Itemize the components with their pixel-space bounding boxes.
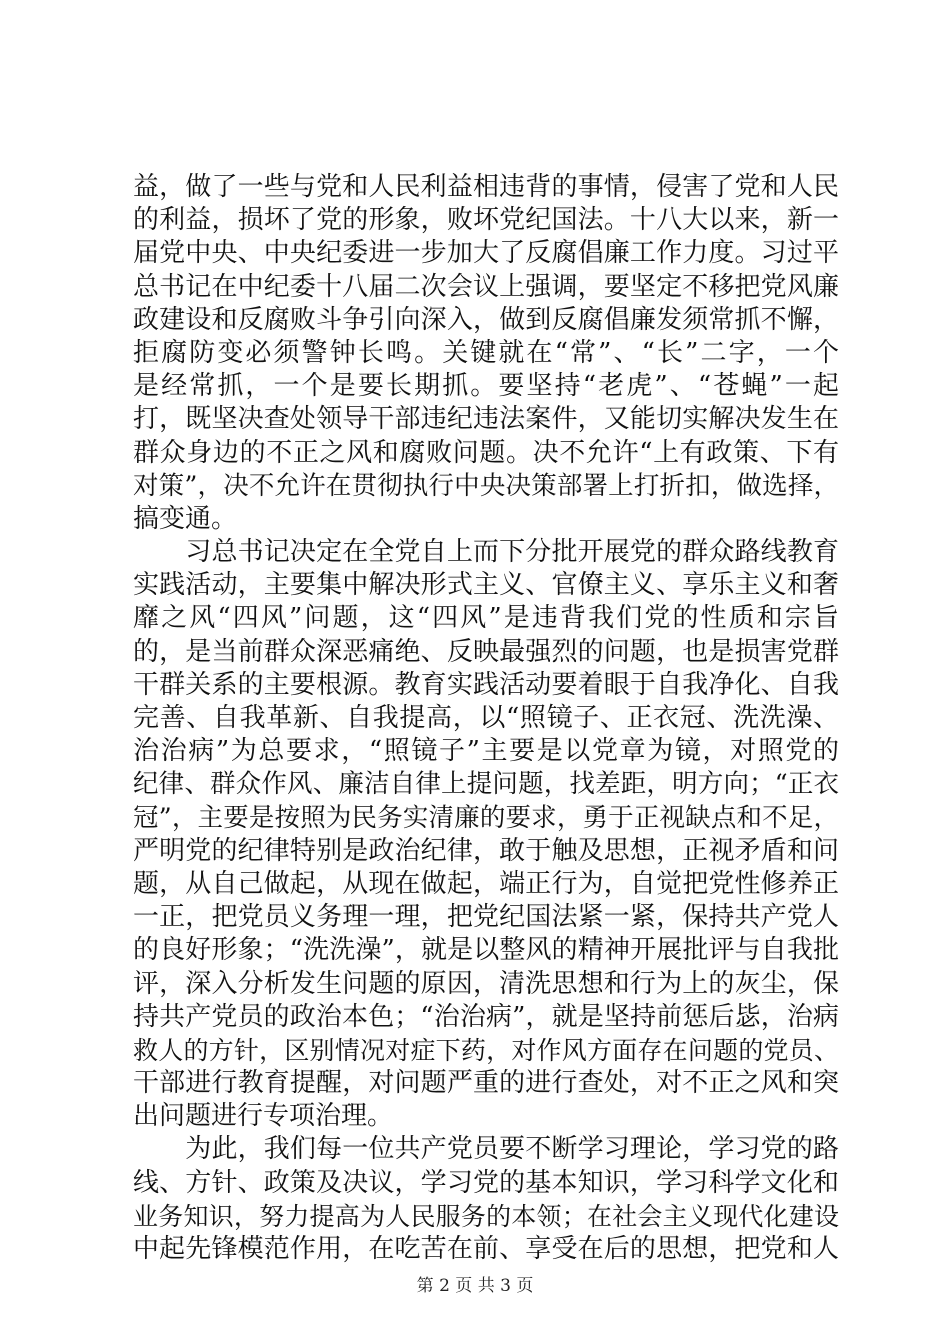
- text-line: 救人的方针，区别情况对症下药，对作风方面存在问题的党员、: [133, 1035, 839, 1065]
- text-line: 群众身边的不正之风和腐败问题。决不允许“上有政策、下有: [133, 437, 839, 468]
- text-line: 纪律、群众作风、廉洁自律上提问题，找差距，明方向；“正衣: [133, 769, 839, 800]
- text-line: 出问题进行专项治理。: [133, 1101, 394, 1132]
- text-line: 持共产党员的政治本色；“治治病”，就是坚持前惩后毖，治病: [133, 1001, 839, 1032]
- text-line: 习总书记决定在全党自上而下分批开展党的群众路线教育: [133, 537, 839, 568]
- text-line: 干群关系的主要根源。教育实践活动要着眼于自我净化、自我: [133, 669, 839, 700]
- text-line: 对策”，决不允许在贯彻执行中央决策部署上打折扣，做选择，: [133, 470, 839, 501]
- text-line: 靡之风“四风”问题，这“四风”是违背我们党的性质和宗旨: [133, 603, 839, 634]
- text-line: 是经常抓，一个是要长期抓。要坚持“老虎”、“苍蝇”一起: [133, 371, 839, 402]
- text-line: 一正，把党员义务理一理，把党纪国法紧一紧，保持共产党人: [133, 902, 839, 933]
- document-body: [133, 171, 839, 1266]
- text-line: 业务知识，努力提高为人民服务的本领；在社会主义现代化建设: [133, 1201, 839, 1231]
- text-line: 届党中央、中央纪委进一步加大了反腐倡廉工作力度。习过平: [133, 238, 839, 269]
- text-line: 的良好形象；“洗洗澡”，就是以整风的精神开展批评与自我批: [133, 935, 839, 966]
- text-line: 实践活动，主要集中解决形式主义、官僚主义、享乐主义和奢: [133, 570, 839, 601]
- page-footer: 第 2 页 共 3 页: [416, 1276, 534, 1296]
- text-line: 评，深入分析发生问题的原因，清洗思想和行为上的灰尘，保: [133, 968, 839, 999]
- text-line: 益，做了一些与党和人民利益相违背的事情，侵害了党和人民: [133, 172, 839, 202]
- text-line: 题，从自己做起，从现在做起，端正行为，自觉把党性修养正: [133, 868, 839, 899]
- text-line: 中起先锋模范作用，在吃苦在前、享受在后的思想，把党和人: [133, 1234, 839, 1264]
- text-line: 政建设和反腐败斗争引向深入，做到反腐倡廉发须常抓不懈，: [133, 304, 839, 335]
- text-line: 的，是当前群众深恶痛绝、反映最强烈的问题，也是损害党群: [133, 636, 839, 667]
- text-line: 治治病”为总要求，“照镜子”主要是以党章为镜，对照党的: [133, 736, 839, 767]
- text-line: 干部进行教育提醒，对问题严重的进行查处，对不正之风和突: [133, 1068, 839, 1099]
- text-line: 线、方针、政策及决议，学习党的基本知识，学习科学文化和: [133, 1167, 839, 1198]
- text-line: 总书记在中纪委十八届二次会议上强调，要坚定不移把党风廉: [133, 271, 839, 302]
- text-line: 为此，我们每一位共产党员要不断学习理论，学习党的路: [133, 1134, 839, 1165]
- text-line: 的利益，损坏了党的形象，败坏党纪国法。十八大以来，新一: [133, 205, 839, 236]
- text-line: 冠”，主要是按照为民务实清廉的要求，勇于正视缺点和不足，: [133, 802, 839, 833]
- text-line: 搞变通。: [133, 503, 238, 534]
- text-line: 严明党的纪律特别是政治纪律，敢于触及思想，正视矛盾和问: [133, 835, 839, 866]
- text-line: 拒腐防变必须警钟长鸣。关键就在“常”、“长”二字，一个: [133, 337, 839, 368]
- text-line: 完善、自我革新、自我提高，以“照镜子、正衣冠、洗洗澡、: [133, 703, 839, 733]
- text-line: 打，既坚决查处领导干部违纪违法案件，又能切实解决发生在: [133, 404, 839, 435]
